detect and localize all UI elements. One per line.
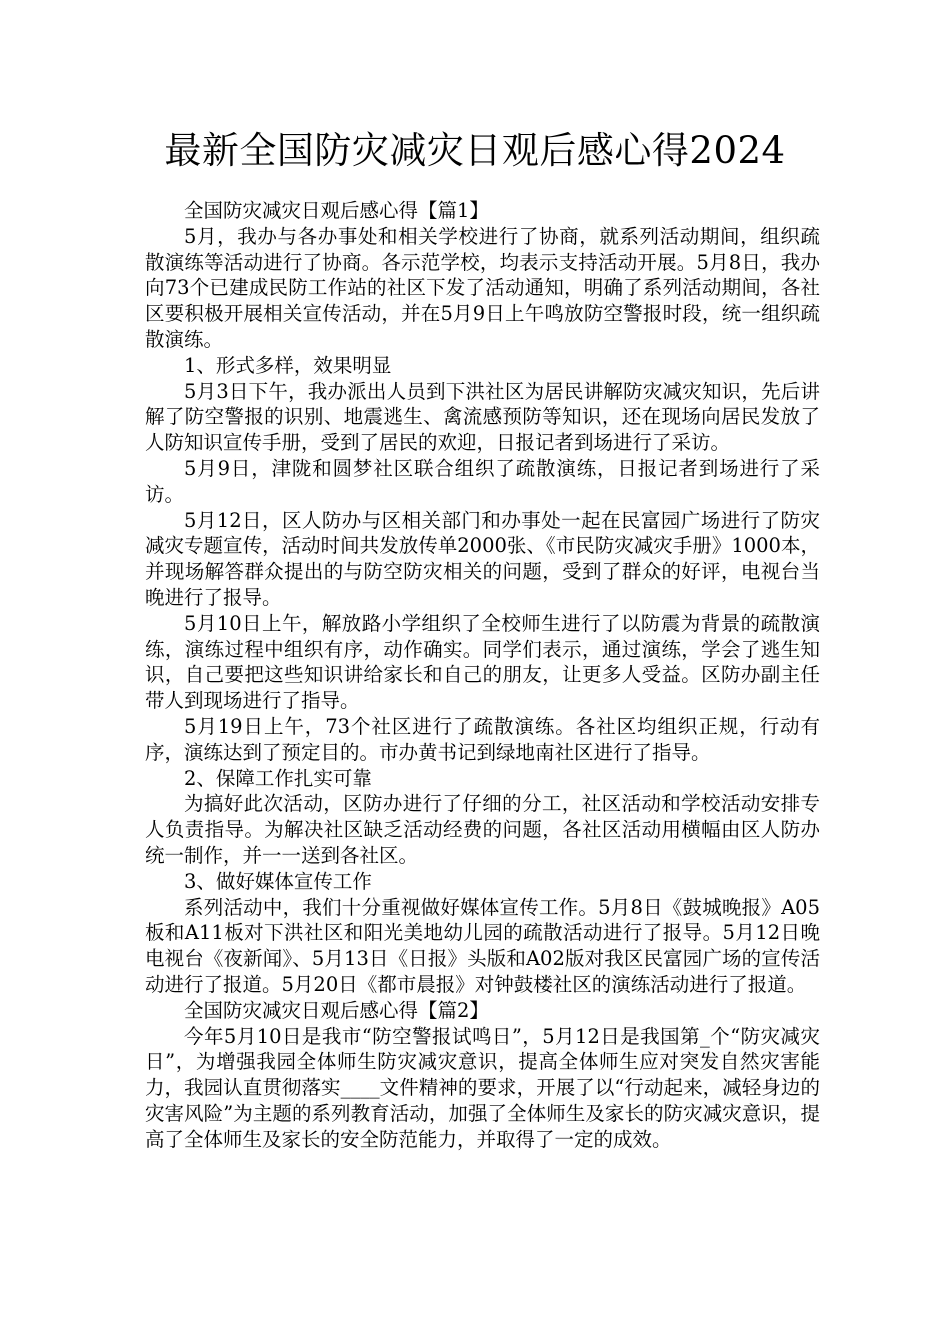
paragraph: 5月，我办与各办事处和相关学校进行了协商，就系列活动期间，组织疏散演练等活动进行了协商。各示范学校，均表示支持活动开展。5月8日，我办向73个已建成民防工作站的社区下发了活动通知，明确了系列活动期间，各社区要积极开展相关宣传活动，并在5月9日上午鸣放防空警报时段，统一组织疏散演练。 xyxy=(145,224,820,351)
section-heading-2: 2、保障工作扎实可靠 xyxy=(184,766,372,790)
paragraph-heading-1: 全国防灾减灾日观后感心得【篇1】 xyxy=(184,199,489,222)
paragraph: 5月19日上午，73个社区进行了疏散演练。各社区均组织正规，行动有序，演练达到了预定目的。市办黄书记到绿地南社区进行了指导。 xyxy=(145,714,820,764)
paragraph: 5月10日上午，解放路小学组织了全校师生进行了以防震为背景的疏散演练，演练过程中组织有序，动作确实。同学们表示，通过演练，学会了逃生知识，自己要把这些知识讲给家长和自己的朋友，让更多人受益。区防办副主任带人到现场进行了指导。 xyxy=(145,611,820,713)
paragraph-heading-2: 全国防灾减灾日观后感心得【篇2】 xyxy=(184,998,489,1022)
document-body xyxy=(145,198,820,1152)
paragraph: 系列活动中，我们十分重视做好媒体宣传工作。5月8日《鼓城晚报》A05板和A11板对下洪社区和阳光美地幼儿园的疏散活动进行了报导。5月12日晚电视台《夜新闻》、5月13日《日报》头版和A02版对我区民富园广场的宣传活动进行了报道。5月20日《都市晨报》对钟鼓楼社区的演练活动进行了报道。 xyxy=(145,895,820,996)
section-heading-1: 1、形式多样，效果明显 xyxy=(184,353,392,377)
paragraph: 5月9日，津陇和圆梦社区联合组织了疏散演练，日报记者到场进行了采访。 xyxy=(145,456,820,506)
paragraph: 5月12日，区人防办与区相关部门和办事处一起在民富园广场进行了防灾减灾专题宣传，活动时间共发放传单2000张、《市民防灾减灾手册》1000本，并现场解答群众提出的与防空防灾相关的问题，受到了群众的好评，电视台当晚进行了报导。 xyxy=(145,508,820,609)
section-heading-3: 3、做好媒体宣传工作 xyxy=(184,869,372,893)
document-title: 最新全国防灾减灾日观后感心得2024 xyxy=(164,129,786,172)
paragraph: 今年5月10日是我市“防空警报试鸣日”，5月12日是我国第_个“防灾减灾日”，为增强我园全体师生防灾减灾意识，提高全体师生应对突发自然灾害能力，我园认直贯彻落实____文件精神的要求，开展了以“行动起来，减轻身边的灾害风险”为主题的系列教育活动，加强了全体师生及家长的防灾减灾意识，提高了全体师生及家长的安全防范能力，并取得了一定的成效。 xyxy=(145,1024,820,1151)
paragraph: 为搞好此次活动，区防办进行了仔细的分工，社区活动和学校活动安排专人负责指导。为解决社区缺乏活动经费的问题，各社区活动用横幅由区人防办统一制作，并一一送到各社区。 xyxy=(145,792,820,867)
paragraph: 5月3日下午，我办派出人员到下洪社区为居民讲解防灾减灾知识，先后讲解了防空警报的识别、地震逃生、禽流感预防等知识，还在现场向居民发放了人防知识宣传手册，受到了居民的欢迎，日报记者到场进行了采访。 xyxy=(145,379,820,455)
